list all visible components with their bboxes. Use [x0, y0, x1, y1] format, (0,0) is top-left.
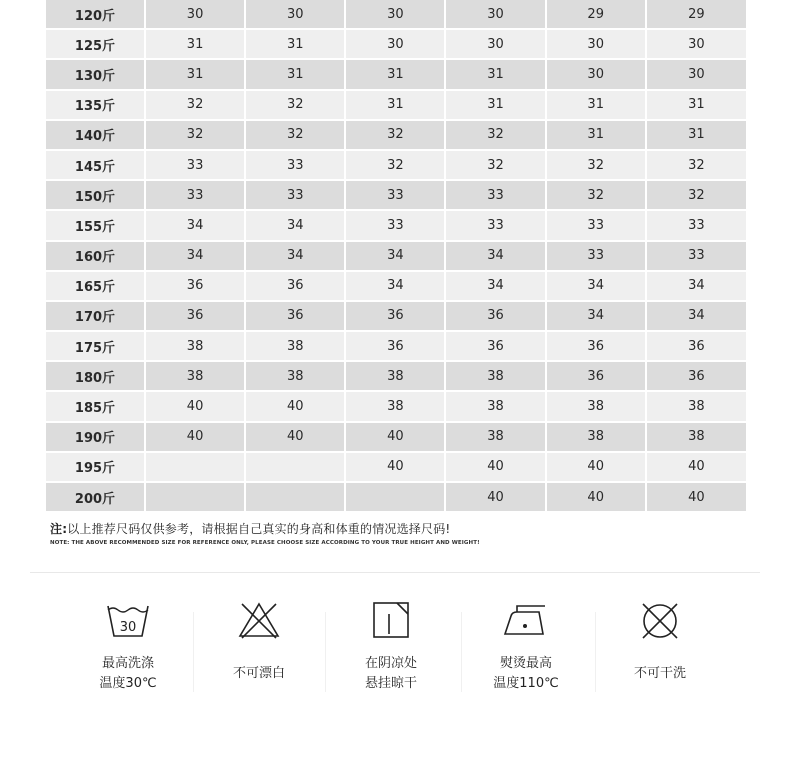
- size-cell: 34: [245, 241, 345, 271]
- table-row: [46, 180, 746, 210]
- size-cell: 34: [546, 271, 646, 301]
- size-cell: 34: [345, 241, 445, 271]
- weight-cell: 135斤: [46, 90, 145, 120]
- size-cell: 33: [245, 150, 345, 180]
- weight-cell: 165斤: [46, 271, 145, 301]
- size-cell: 36: [245, 301, 345, 331]
- weight-cell: 125斤: [46, 29, 145, 59]
- table-row: [46, 452, 746, 482]
- size-cell: 36: [445, 301, 545, 331]
- size-cell: 34: [345, 271, 445, 301]
- size-note-english: NOTE: THE ABOVE RECOMMENDED SIZE FOR REFERENCE ONLY, PLEASE CHOOSE SIZE ACCORDING TO YOUR TRUE HEIGHT AND WEIGHT!: [50, 540, 480, 546]
- table-row: [46, 271, 746, 301]
- care-label-no-dry-clean: [605, 664, 715, 684]
- care-no-bleach-line1: 不可漂白: [232, 666, 285, 681]
- weight-cell: 185斤: [46, 391, 145, 421]
- weight-cell: 170斤: [46, 301, 145, 331]
- size-cell: 34: [546, 301, 646, 331]
- size-cell: 32: [345, 150, 445, 180]
- size-cell: 30: [245, 0, 345, 29]
- care-label-iron: [471, 654, 581, 694]
- no-dry-clean-icon: [637, 600, 683, 640]
- size-cell: 40: [145, 422, 245, 452]
- table-row: [46, 150, 746, 180]
- size-cell: 33: [445, 210, 545, 240]
- size-cell: 32: [445, 150, 545, 180]
- iron-icon: [501, 600, 551, 640]
- size-cell: [145, 452, 245, 482]
- size-cell: 34: [145, 241, 245, 271]
- size-cell: 33: [245, 180, 345, 210]
- size-cell: [145, 482, 245, 512]
- table-row: [46, 90, 746, 120]
- size-cell: 38: [345, 391, 445, 421]
- care-item-dry-shade: [336, 600, 446, 694]
- care-separator: [193, 612, 194, 692]
- care-item-iron: [471, 600, 581, 694]
- care-dry-line2: 悬挂晾干: [364, 676, 417, 691]
- size-cell: 40: [245, 422, 345, 452]
- size-cell: 29: [546, 0, 646, 29]
- size-cell: 32: [145, 90, 245, 120]
- table-row: [46, 301, 746, 331]
- size-cell: 33: [445, 180, 545, 210]
- table-row: [46, 331, 746, 361]
- size-cell: 34: [445, 271, 545, 301]
- care-item-wash: [73, 600, 183, 694]
- care-separator: [461, 612, 462, 692]
- size-cell: 40: [445, 482, 545, 512]
- size-cell: 38: [245, 331, 345, 361]
- weight-cell: 180斤: [46, 361, 145, 391]
- size-cell: 36: [345, 301, 445, 331]
- size-cell: 38: [245, 361, 345, 391]
- care-iron-line2: 温度110℃: [493, 676, 559, 691]
- size-cell: 36: [145, 271, 245, 301]
- size-cell: 33: [345, 210, 445, 240]
- care-label-wash: [73, 654, 183, 694]
- weight-cell: 190斤: [46, 422, 145, 452]
- size-cell: 34: [145, 210, 245, 240]
- size-cell: 38: [445, 391, 545, 421]
- size-cell: 40: [646, 482, 746, 512]
- size-cell: 40: [546, 452, 646, 482]
- table-row: [46, 361, 746, 391]
- table-row: [46, 210, 746, 240]
- size-cell: 38: [646, 422, 746, 452]
- size-cell: 32: [546, 180, 646, 210]
- size-cell: 33: [345, 180, 445, 210]
- size-cell: 32: [245, 90, 345, 120]
- weight-cell: 120斤: [46, 0, 145, 29]
- care-label-no-bleach: [204, 664, 314, 684]
- size-cell: 36: [546, 361, 646, 391]
- size-cell: 30: [445, 29, 545, 59]
- weight-cell: 160斤: [46, 241, 145, 271]
- size-cell: 38: [445, 422, 545, 452]
- size-cell: 33: [145, 180, 245, 210]
- size-cell: 31: [145, 29, 245, 59]
- size-cell: 38: [646, 391, 746, 421]
- size-cell: 38: [345, 361, 445, 391]
- size-cell: [245, 482, 345, 512]
- size-cell: 31: [445, 90, 545, 120]
- size-cell: 32: [445, 120, 545, 150]
- size-cell: 40: [245, 391, 345, 421]
- table-row: [46, 422, 746, 452]
- table-row: [46, 29, 746, 59]
- size-cell: 32: [646, 150, 746, 180]
- size-cell: 34: [245, 210, 345, 240]
- size-cell: 31: [646, 120, 746, 150]
- care-wash-line2: 温度30℃: [99, 676, 157, 691]
- size-cell: 31: [646, 90, 746, 120]
- size-cell: 30: [646, 29, 746, 59]
- weight-cell: 175斤: [46, 331, 145, 361]
- size-cell: 30: [546, 29, 646, 59]
- size-cell: 38: [546, 422, 646, 452]
- size-cell: 40: [546, 482, 646, 512]
- dry-in-shade-icon: [368, 600, 414, 640]
- size-cell: 30: [345, 29, 445, 59]
- wash-30-icon: [105, 600, 151, 640]
- size-cell: 30: [646, 59, 746, 89]
- size-cell: 31: [245, 59, 345, 89]
- size-cell: 40: [646, 452, 746, 482]
- weight-cell: 145斤: [46, 150, 145, 180]
- size-cell: 36: [245, 271, 345, 301]
- note-prefix: 注:: [50, 522, 68, 536]
- care-label-dry-shade: [336, 654, 446, 694]
- size-cell: 34: [646, 271, 746, 301]
- size-cell: 33: [646, 241, 746, 271]
- size-cell: 29: [646, 0, 746, 29]
- size-cell: 36: [445, 331, 545, 361]
- care-dry-line1: 在阴凉处: [364, 656, 417, 671]
- weight-cell: 140斤: [46, 120, 145, 150]
- size-cell: 36: [345, 331, 445, 361]
- size-cell: 40: [345, 422, 445, 452]
- size-cell: 31: [345, 59, 445, 89]
- size-cell: 38: [546, 391, 646, 421]
- care-separator: [325, 612, 326, 692]
- size-cell: 31: [445, 59, 545, 89]
- weight-cell: 150斤: [46, 180, 145, 210]
- size-cell: 33: [546, 241, 646, 271]
- size-cell: 36: [646, 361, 746, 391]
- size-chart-body: [46, 0, 746, 512]
- care-no-dry-clean-line1: 不可干洗: [633, 666, 686, 681]
- wash-temp-badge: 30: [119, 620, 137, 635]
- size-note-chinese: [50, 520, 450, 537]
- size-chart-table: [46, 0, 746, 513]
- care-item-no-dry-clean: [605, 600, 715, 684]
- table-row: [46, 391, 746, 421]
- size-cell: 36: [145, 301, 245, 331]
- size-cell: 38: [445, 361, 545, 391]
- size-cell: 36: [546, 331, 646, 361]
- weight-cell: 130斤: [46, 59, 145, 89]
- size-cell: 33: [546, 210, 646, 240]
- size-cell: 31: [245, 29, 345, 59]
- size-cell: 36: [646, 331, 746, 361]
- size-cell: 38: [145, 361, 245, 391]
- no-bleach-icon: [236, 600, 282, 640]
- size-cell: 32: [345, 120, 445, 150]
- weight-cell: 155斤: [46, 210, 145, 240]
- table-row: [46, 120, 746, 150]
- note-text: 以上推荐尺码仅供参考，请根据自己真实的身高和体重的情况选择尺码!: [67, 522, 451, 536]
- size-cell: 31: [546, 90, 646, 120]
- size-cell: 40: [145, 391, 245, 421]
- table-row: [46, 482, 746, 512]
- size-cell: [245, 452, 345, 482]
- care-item-no-bleach: [204, 600, 314, 684]
- size-cell: 33: [145, 150, 245, 180]
- size-cell: 34: [445, 241, 545, 271]
- size-cell: 33: [646, 210, 746, 240]
- size-cell: 40: [445, 452, 545, 482]
- size-cell: 32: [245, 120, 345, 150]
- care-separator: [595, 612, 596, 692]
- size-cell: [345, 482, 445, 512]
- size-cell: 40: [345, 452, 445, 482]
- size-cell: 34: [646, 301, 746, 331]
- size-cell: 31: [145, 59, 245, 89]
- table-row: [46, 241, 746, 271]
- weight-cell: 195斤: [46, 452, 145, 482]
- size-cell: 38: [145, 331, 245, 361]
- care-wash-line1: 最高洗涤: [101, 656, 154, 671]
- table-row: [46, 59, 746, 89]
- size-cell: 30: [145, 0, 245, 29]
- size-cell: 32: [546, 150, 646, 180]
- care-iron-line1: 熨烫最高: [499, 656, 552, 671]
- section-divider: [30, 572, 760, 573]
- size-cell: 32: [145, 120, 245, 150]
- size-cell: 30: [345, 0, 445, 29]
- size-cell: 32: [646, 180, 746, 210]
- weight-cell: 200斤: [46, 482, 145, 512]
- table-row: [46, 0, 746, 29]
- size-cell: 31: [546, 120, 646, 150]
- size-cell: 30: [546, 59, 646, 89]
- size-cell: 31: [345, 90, 445, 120]
- size-cell: 30: [445, 0, 545, 29]
